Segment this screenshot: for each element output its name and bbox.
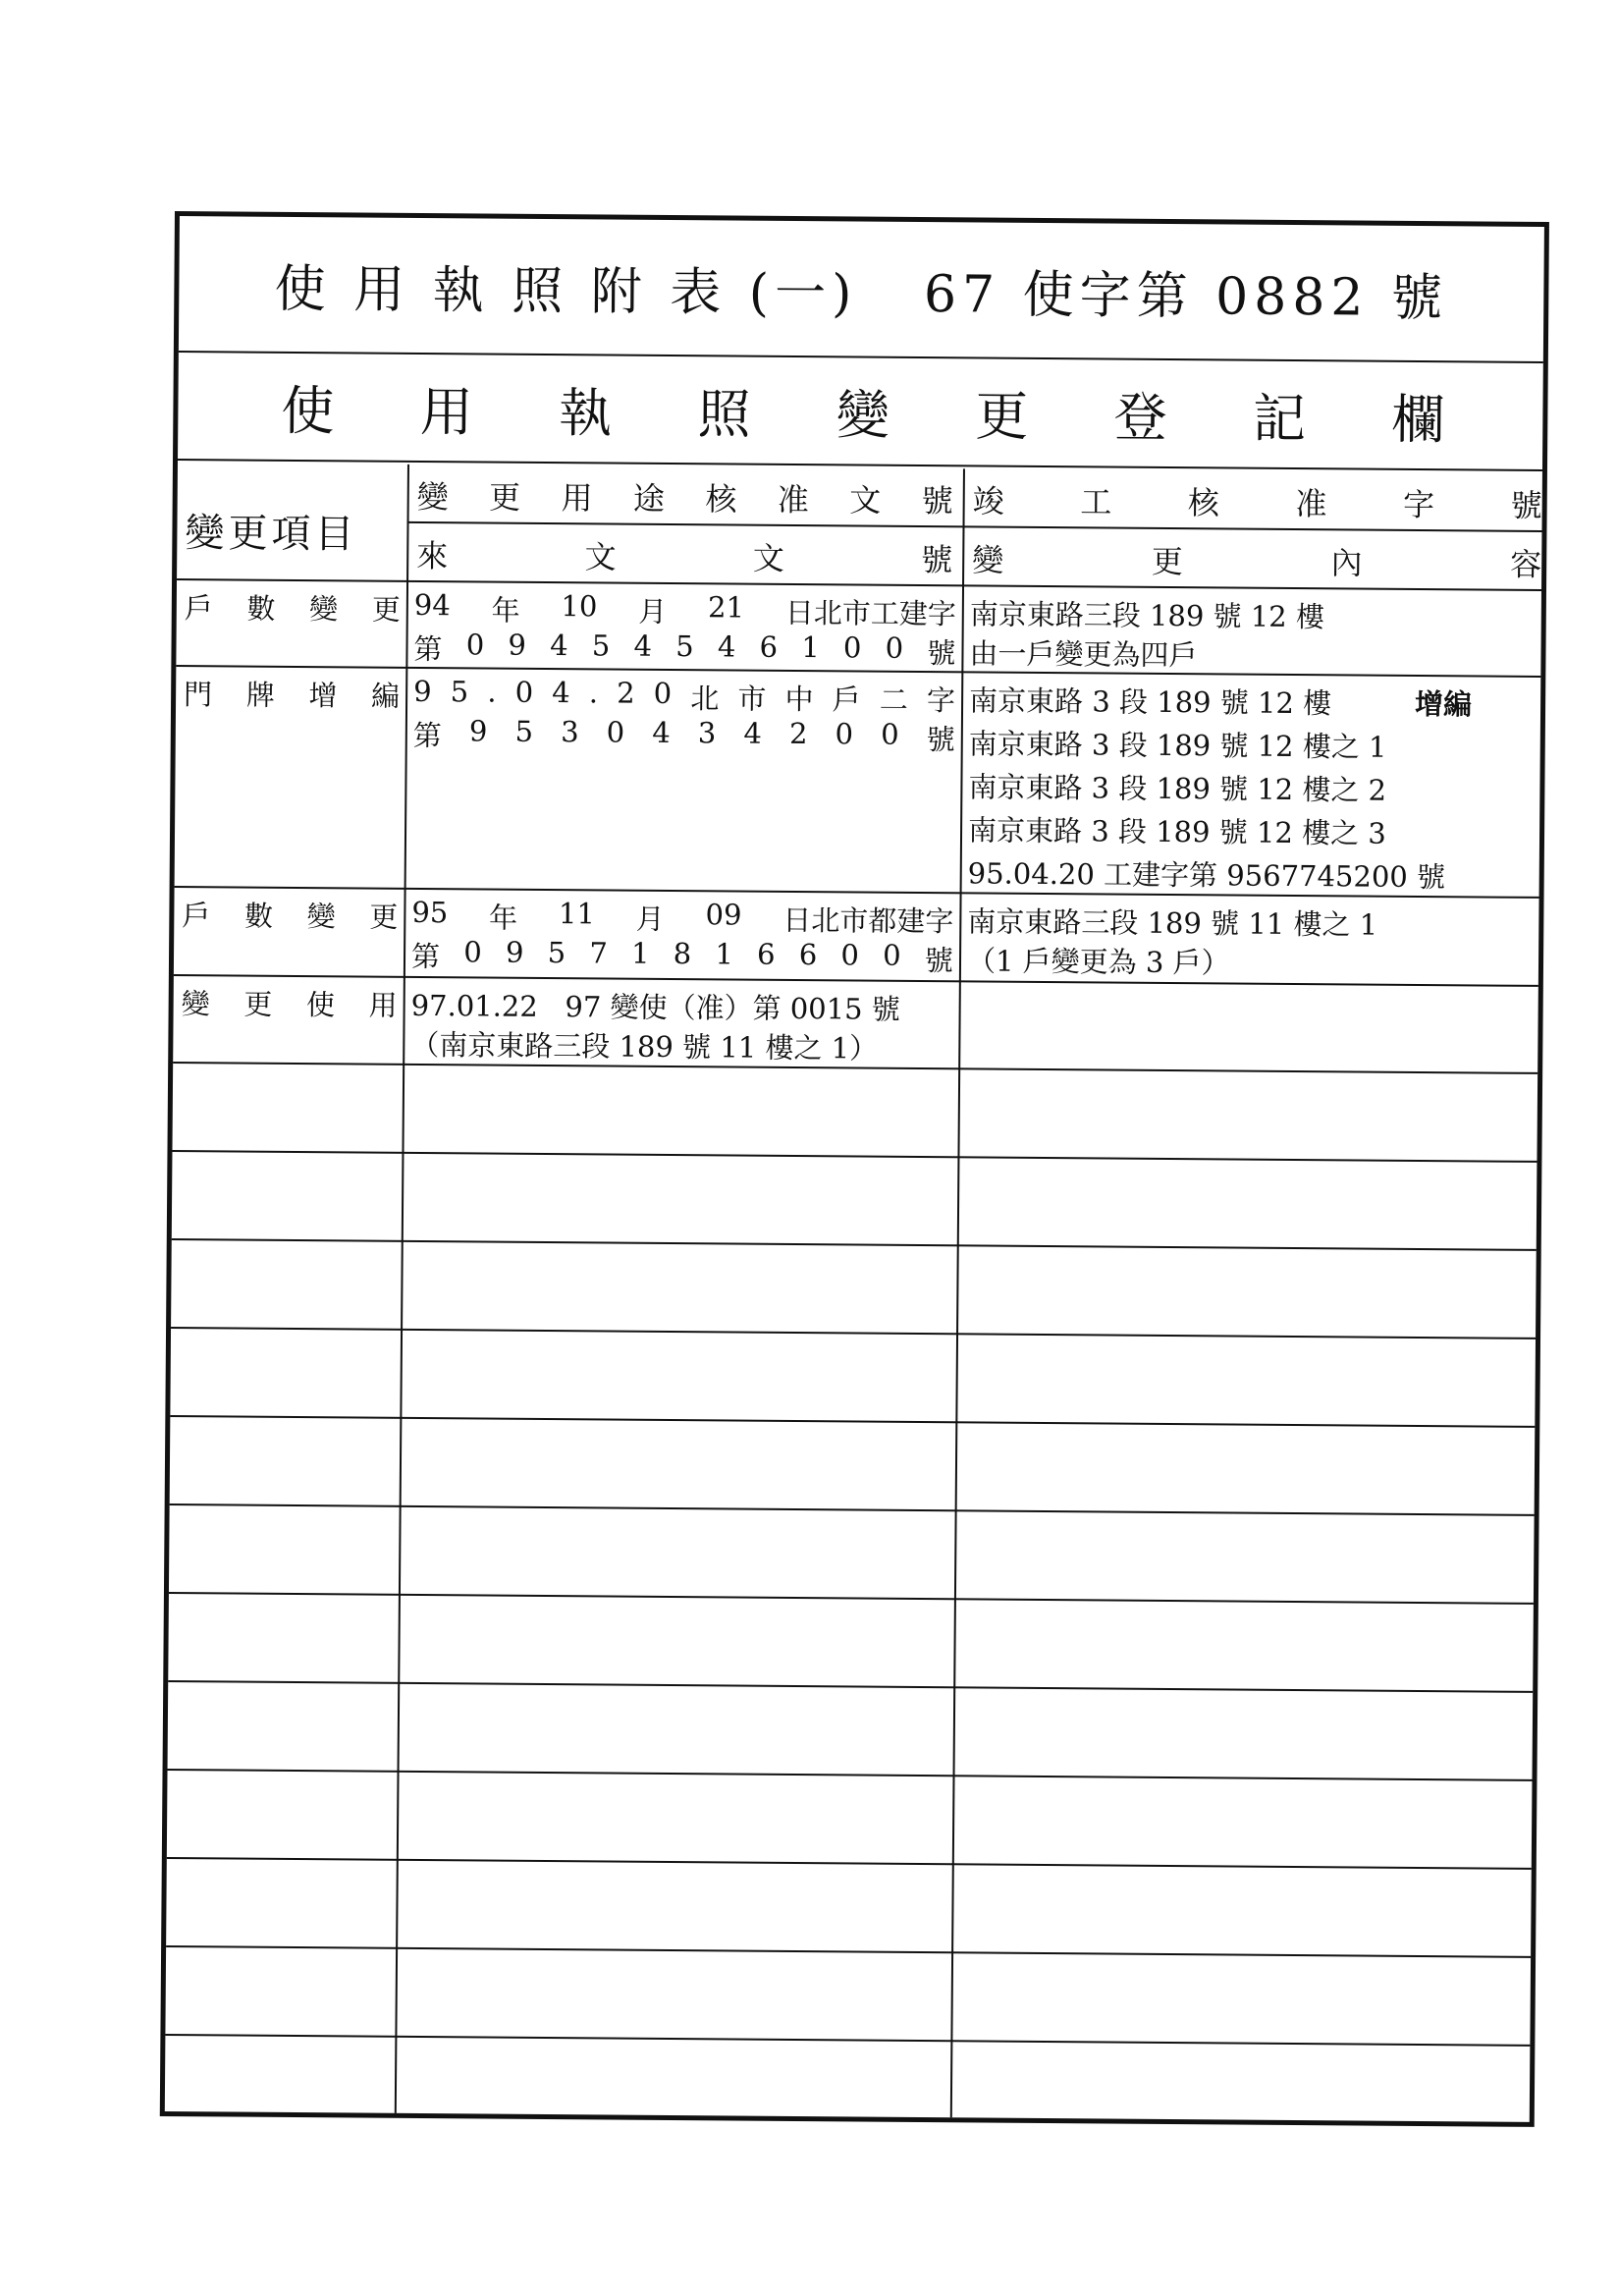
subtitle-char: 用 (419, 380, 474, 443)
doc-token: 0 (463, 935, 482, 969)
row-category (185, 586, 401, 629)
doc-token: 0 (653, 676, 673, 710)
header-char: 變 (416, 477, 449, 517)
doc-token: 月 (635, 902, 665, 936)
doc-token: 5 (450, 675, 469, 709)
row-divider (171, 1327, 1536, 1339)
doc-number-line (413, 675, 955, 719)
header-char: 核 (1187, 484, 1220, 522)
doc-token: 3 (561, 715, 579, 749)
header-char: 號 (1510, 486, 1542, 524)
doc-token: 3 (697, 716, 717, 750)
header-char: 竣 (972, 482, 1004, 520)
category-char: 增 (308, 679, 338, 713)
doc-token: 9 (468, 714, 488, 748)
license-form (160, 211, 1549, 2127)
doc-number-line (411, 935, 953, 979)
doc-token: 6 (759, 629, 779, 664)
header-char: 字 (1402, 485, 1435, 524)
subtitle-char: 使 (281, 379, 335, 442)
doc-token: 5 (591, 629, 611, 663)
doc-token: 4 (550, 629, 568, 663)
category-char: 變 (181, 987, 210, 1021)
change-record-table (165, 463, 1542, 2122)
header-char: 工 (1080, 483, 1112, 521)
doc-token: 第 (413, 631, 443, 667)
category-char: 數 (246, 591, 276, 626)
header-char: 更 (488, 478, 521, 517)
doc-number-line (414, 588, 956, 632)
subtitle-char: 更 (975, 384, 1029, 448)
doc-token: 0 (881, 717, 899, 751)
doc-token: 0 (840, 938, 860, 972)
category-char: 門 (184, 678, 213, 712)
doc-token: 字 (926, 683, 956, 718)
doc-token: 0 (465, 628, 485, 662)
doc-token: 9 (508, 628, 527, 662)
change-content-line: 南京東路三段 189 號 12 樓 (969, 597, 1325, 634)
doc-token: 年 (491, 593, 520, 628)
subtitle-char: 欄 (1391, 388, 1445, 451)
doc-token: 10 (561, 589, 598, 624)
doc-token: 21 (707, 590, 745, 625)
category-char: 編 (370, 679, 401, 713)
form-title (179, 216, 1544, 363)
subtitle-char: 登 (1113, 386, 1167, 449)
doc-token: 0 (514, 675, 534, 709)
header-char: 文 (752, 539, 785, 577)
header-char: 文 (584, 538, 617, 576)
row-divider (169, 1592, 1534, 1605)
header-char: 途 (632, 479, 666, 518)
row-divider (168, 1680, 1533, 1693)
change-content-line: 南京東路 3 段 189 號 12 樓之 2 (968, 770, 1387, 807)
doc-token: 北 (690, 682, 720, 716)
row-divider (165, 2034, 1530, 2047)
category-char: 更 (369, 900, 399, 934)
row-divider (172, 1238, 1537, 1251)
row-category (182, 982, 398, 1024)
category-char: 變 (309, 592, 339, 627)
doc-token: 4 (633, 629, 653, 663)
header-char: 文 (849, 481, 882, 519)
header-char: 變 (972, 541, 1004, 579)
subtitle-char: 照 (697, 382, 751, 446)
doc-token: 0 (842, 630, 862, 665)
doc-token: 市 (737, 682, 767, 716)
doc-token: 1 (715, 937, 734, 971)
header-char: 核 (705, 480, 737, 519)
doc-token: 0 (835, 717, 854, 751)
doc-number-line: 97.01.22 97 變使（准）第 0015 號 (410, 988, 900, 1026)
change-content-line: 南京東路 3 段 189 號 12 樓 (968, 683, 1332, 721)
row-divider (170, 1415, 1535, 1428)
doc-token: 號 (926, 723, 955, 757)
header-char: 准 (1295, 484, 1327, 523)
doc-token: 二 (879, 683, 908, 717)
header-char: 用 (561, 479, 593, 518)
header-char: 容 (1510, 545, 1542, 583)
subtitle-char: 執 (558, 381, 613, 445)
doc-number-line: （南京東路三段 189 號 11 樓之 1） (410, 1027, 879, 1066)
change-content-line: 南京東路三段 189 號 11 樓之 1 (967, 904, 1378, 942)
row-category (184, 673, 400, 715)
category-char: 數 (243, 899, 274, 933)
header-char: 准 (777, 480, 809, 519)
doc-token: 0 (606, 715, 625, 749)
doc-token: 9 (505, 935, 524, 969)
row-divider (167, 1857, 1532, 1870)
form-subtitle (178, 353, 1543, 471)
doc-token: 日北市工建字 (784, 595, 956, 631)
doc-token: . (487, 675, 497, 709)
header-char: 號 (921, 540, 953, 579)
category-char: 戶 (184, 591, 213, 626)
change-content-line: （1 戶變更為 3 戶） (966, 944, 1230, 980)
doc-token: 2 (788, 716, 808, 751)
doc-token: 11 (558, 897, 596, 931)
doc-token: 09 (705, 898, 742, 932)
category-char: 更 (371, 592, 401, 627)
doc-number-line (411, 896, 953, 940)
doc-token: 號 (924, 944, 953, 978)
doc-token: 4 (652, 715, 671, 749)
doc-token: 94 (413, 587, 451, 623)
doc-number-line (413, 628, 955, 672)
row-category (182, 894, 398, 936)
header-char: 內 (1330, 544, 1363, 582)
change-content-line: 95.04.20 工建字第 9567745200 號 (967, 856, 1446, 895)
doc-token: 0 (885, 630, 904, 665)
header-char: 來 (416, 536, 449, 575)
category-char: 用 (368, 988, 398, 1022)
header-change-item: 變更項目 (185, 511, 358, 558)
doc-token: 4 (743, 716, 763, 750)
doc-token: 1 (630, 936, 650, 970)
category-char: 更 (243, 987, 273, 1021)
category-char: 變 (306, 900, 336, 934)
header-completion-approval-number (973, 476, 1542, 526)
doc-token: 戶 (832, 683, 861, 717)
change-content-line: 由一戶變更為四戶 (969, 636, 1198, 673)
change-content-line: 南京東路 3 段 189 號 12 樓之 1 (968, 727, 1387, 764)
row-divider (168, 1769, 1533, 1781)
doc-token: 5 (675, 629, 694, 664)
category-char: 牌 (245, 678, 275, 712)
header-approval-doc-number (417, 472, 953, 521)
doc-token: 4 (717, 629, 736, 664)
doc-token: 第 (412, 718, 442, 753)
header-incoming-doc-number (416, 531, 952, 580)
change-note: 增編 (1414, 686, 1473, 722)
form-title-text: 使 用 執 照 附 表 (一) 67 使字第 0882 號 (274, 259, 1449, 329)
doc-token: 5 (514, 714, 534, 748)
doc-token: 5 (547, 936, 566, 970)
doc-token: 8 (673, 937, 692, 971)
doc-token: 2 (617, 676, 635, 710)
doc-token: 年 (488, 901, 518, 935)
doc-number-line (413, 714, 955, 758)
header-char: 號 (921, 481, 953, 520)
header-char: 更 (1151, 542, 1184, 581)
subtitle-char: 變 (836, 383, 890, 447)
doc-token: 日北市都建字 (782, 902, 954, 939)
doc-token: 1 (801, 630, 820, 665)
row-divider (170, 1503, 1535, 1516)
doc-token: . (588, 676, 599, 710)
doc-token: 6 (798, 938, 818, 972)
row-divider (172, 1150, 1537, 1163)
doc-token: 號 (927, 636, 956, 671)
header-change-content (972, 535, 1541, 585)
category-char: 戶 (182, 899, 211, 933)
change-content-line: 南京東路 3 段 189 號 12 樓之 3 (967, 813, 1386, 850)
doc-token: 6 (757, 937, 776, 971)
doc-token: 中 (784, 682, 814, 717)
doc-token: 7 (589, 936, 608, 970)
doc-token: 95 (411, 895, 449, 930)
doc-token: 4 (552, 676, 570, 710)
doc-token: 9 (413, 674, 432, 709)
doc-token: 月 (638, 594, 668, 629)
doc-token: 0 (883, 938, 901, 972)
row-divider (166, 1945, 1531, 1958)
category-char: 使 (305, 988, 336, 1022)
doc-token: 第 (410, 939, 441, 974)
subtitle-char: 記 (1252, 387, 1307, 450)
